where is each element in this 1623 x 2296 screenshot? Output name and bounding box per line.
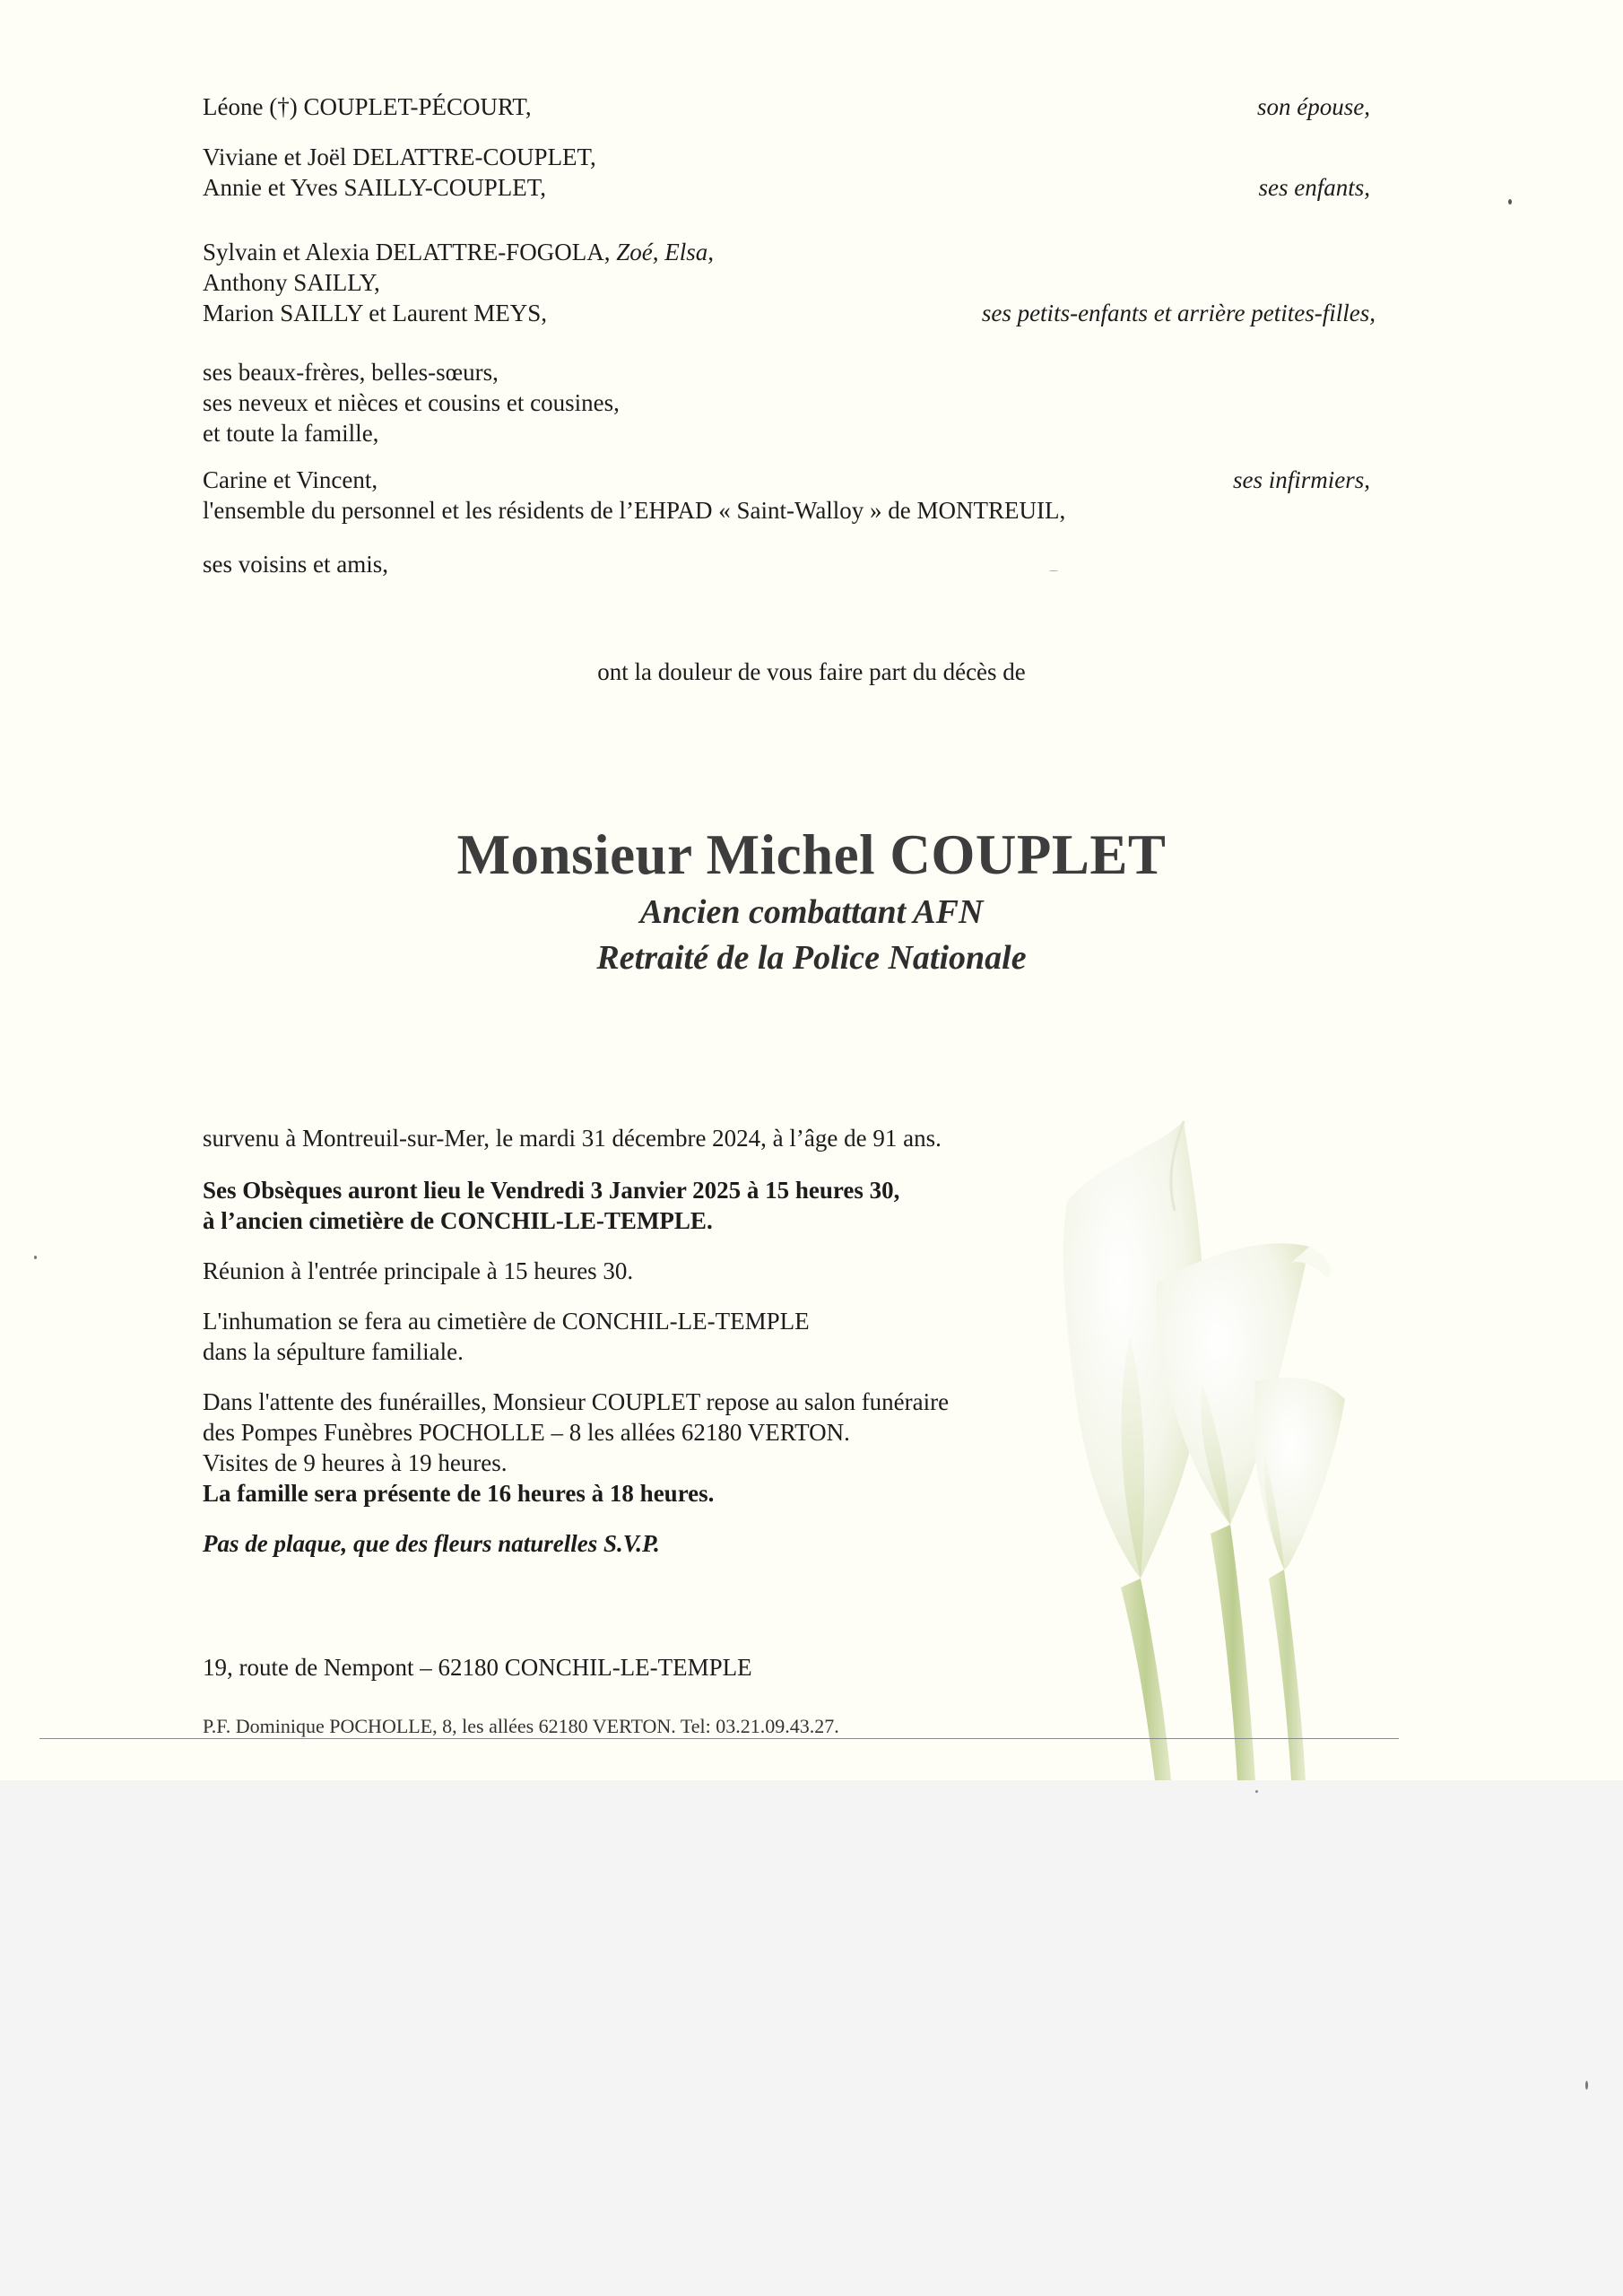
family-address: 19, route de Nempont – 62180 CONCHIL-LE-TEMPLE — [203, 1654, 752, 1681]
family-spouse-name: Léone (†) COUPLET-PÉCOURT, — [203, 93, 532, 120]
family-nurses-relation: ses infirmiers, — [1232, 466, 1370, 493]
family-ehpad-line: l'ensemble du personnel et les résidents de l’EHPAD « Saint-Walloy » de MONTREUIL, — [203, 497, 1066, 524]
funeral-location: à l’ancien cimetière de CONCHIL-LE-TEMPLE. — [203, 1207, 713, 1234]
family-presence: La famille sera présente de 16 heures à 18 heures. — [203, 1480, 715, 1507]
footer-divider — [39, 1738, 1399, 1739]
scan-speck — [1049, 570, 1058, 571]
family-grandchildren-name: Marion SAILLY et Laurent MEYS, — [203, 300, 547, 326]
scan-background — [0, 1780, 1623, 2296]
deceased-subtitle-police: Retraité de la Police Nationale — [596, 939, 1027, 977]
flowers-request: Pas de plaque, que des fleurs naturelles S.V.P. — [203, 1530, 660, 1557]
family-children-relation: ses enfants, — [1258, 174, 1370, 201]
scan-speck — [34, 1256, 37, 1259]
family-grandchildren-name: Anthony SAILLY, — [203, 269, 380, 296]
family-grandchildren-relation: ses petits-enfants et arrière petites-filles, — [981, 300, 1376, 326]
great-granddaughters: Zoé, Elsa, — [616, 239, 714, 265]
family-grandchildren-line — [203, 237, 714, 267]
family-extended-line: et toute la famille, — [203, 420, 379, 447]
announcement-text: ont la douleur de vous faire part du décès de — [597, 658, 1026, 685]
deceased-subtitle-veteran: Ancien combattant AFN — [639, 893, 984, 931]
grandchildren-parents: Sylvain et Alexia DELATTRE-FOGOLA, — [203, 239, 617, 265]
burial-place: L'inhumation se fera au cimetière de CONCHIL-LE-TEMPLE — [203, 1308, 810, 1335]
funeral-date: Ses Obsèques auront lieu le Vendredi 3 Janvier 2025 à 15 heures 30, — [203, 1177, 900, 1204]
meeting-point: Réunion à l'entrée principale à 15 heures 30. — [203, 1257, 634, 1284]
funeral-home-address: des Pompes Funèbres POCHOLLE – 8 les allées 62180 VERTON. — [203, 1419, 850, 1446]
burial-grave: dans la sépulture familiale. — [203, 1338, 464, 1365]
visiting-hours: Visites de 9 heures à 19 heures. — [203, 1449, 508, 1476]
family-spouse-relation: son épouse, — [1257, 93, 1370, 120]
scan-speck — [1585, 2081, 1588, 2090]
family-nurses-name: Carine et Vincent, — [203, 466, 378, 493]
death-details: survenu à Montreuil-sur-Mer, le mardi 31 décembre 2024, à l’âge de 91 ans. — [203, 1125, 942, 1152]
scan-speck — [1255, 1790, 1258, 1793]
funeral-home-line: Dans l'attente des funérailles, Monsieur COUPLET repose au salon funéraire — [203, 1388, 950, 1415]
deceased-name: Monsieur Michel COUPLET — [456, 823, 1167, 886]
family-friends-line: ses voisins et amis, — [203, 551, 388, 578]
family-children-name: Annie et Yves SAILLY-COUPLET, — [203, 174, 547, 201]
calla-lily-illustration — [1040, 1112, 1417, 1780]
funeral-director-footer: P.F. Dominique POCHOLLE, 8, les allées 62180 VERTON. Tel: 03.21.09.43.27. — [203, 1715, 839, 1737]
family-extended-line: ses beaux-frères, belles-sœurs, — [203, 359, 499, 386]
family-extended-line: ses neveux et nièces et cousins et cousines, — [203, 389, 620, 416]
family-children-name: Viviane et Joël DELATTRE-COUPLET, — [203, 144, 596, 170]
scan-speck — [1508, 199, 1512, 204]
